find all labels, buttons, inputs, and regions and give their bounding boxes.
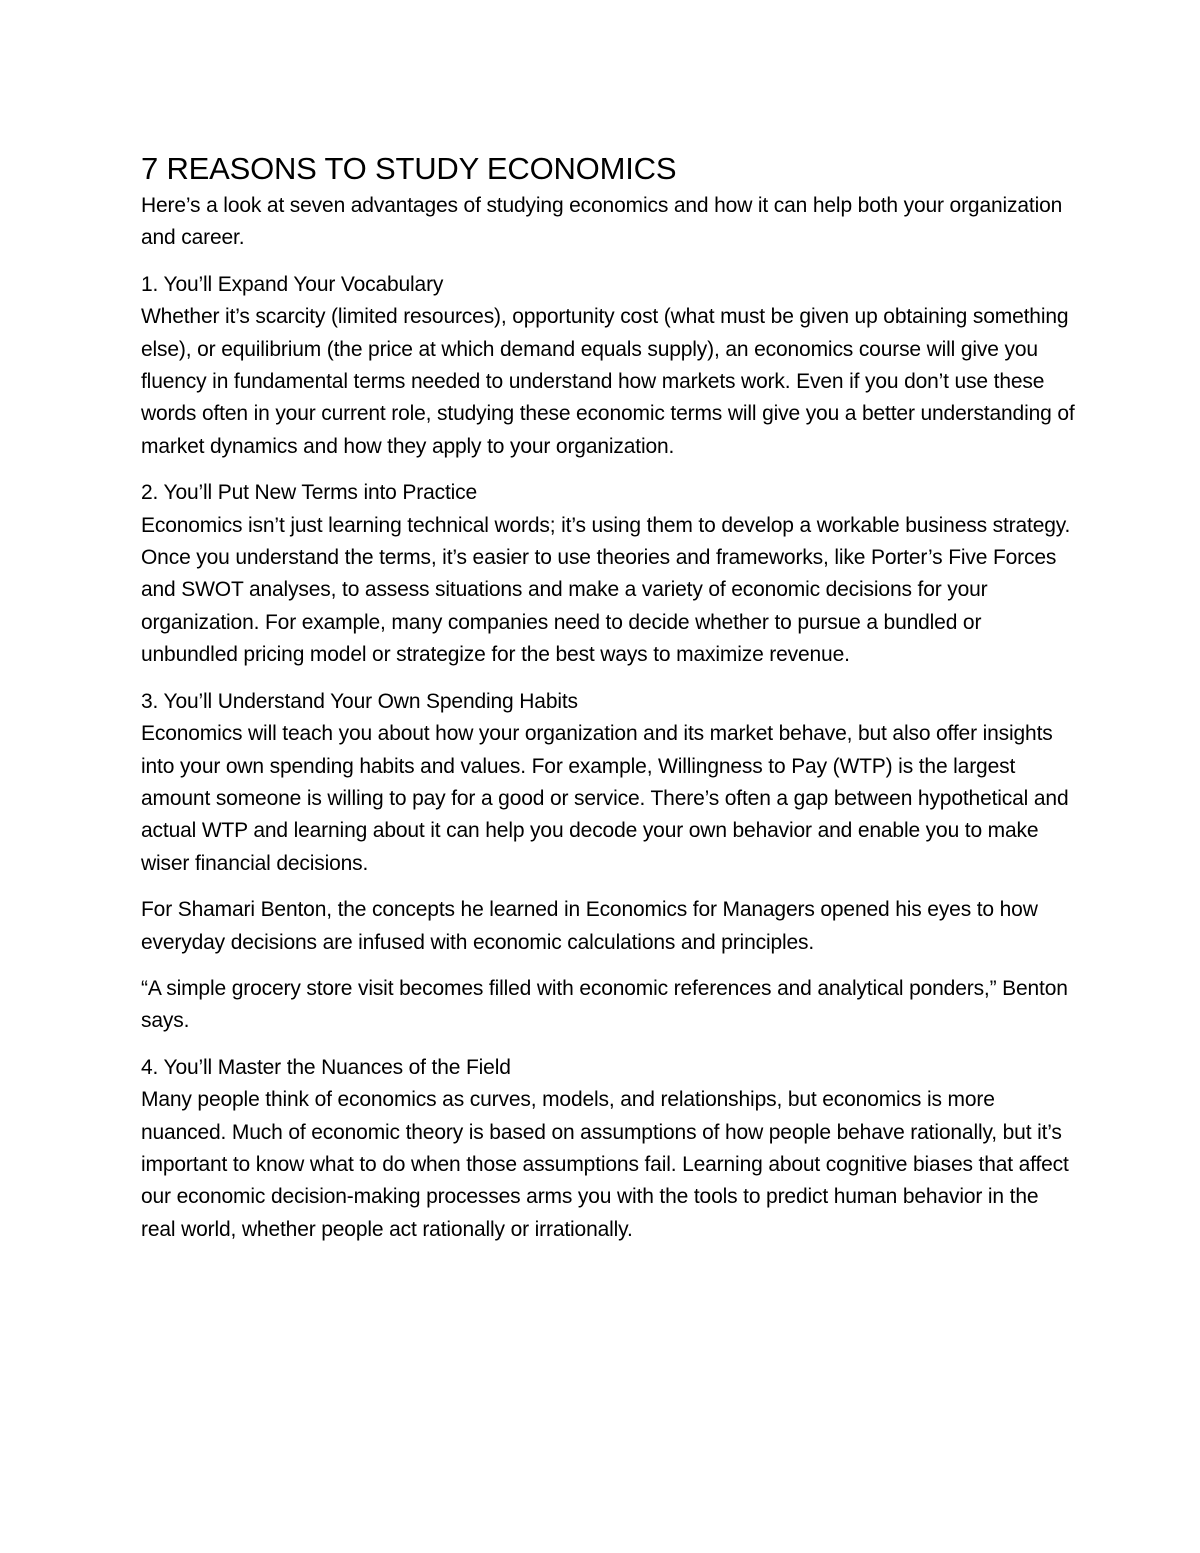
section-2-heading: 2. You’ll Put New Terms into Practice	[141, 481, 478, 505]
section-4-body: Many people think of economics as curves, models, and relationships, but economics is more nuanced. Much of economic theory is based on assumptions of how people behave rationally, but it’s important to know what to do when those assumptions fail. Learning about cognitive biases that affect our economic decision-making processes arms you with the tools to predict human behavior in the real world, whether people act rationally or irrationally.	[141, 1088, 1069, 1241]
document-page	[141, 150, 1076, 1260]
section-4-heading: 4. You’ll Master the Nuances of the Field	[141, 1055, 511, 1079]
section-1-body: Whether it’s scarcity (limited resources), opportunity cost (what must be given up obtaining something else), or equilibrium (the price at which demand equals supply), an economics course will give you fluency in fundamental terms needed to understand how markets work. Even if you don’t use these words often in your current role, studying these economic terms will give you a better understanding of market dynamics and how they apply to your organization.	[141, 305, 1075, 458]
intro-paragraph: Here’s a look at seven advantages of studying economics and how it can help both your organization and career.	[141, 194, 1063, 250]
benton-quote: “A simple grocery store visit becomes filled with economic references and analytical ponders,” Benton says.	[141, 976, 1068, 1033]
section-3-body: Economics will teach you about how your organization and its market behave, but also offer insights into your own spending habits and values. For example, Willingness to Pay (WTP) is the largest amount someone is willing to pay for a good or service. There’s often a gap between hypothetical and actual WTP and learning about it can help you decode your own behavior and enable you to make wiser financial decisions.	[141, 722, 1069, 875]
section-2	[141, 477, 1076, 671]
section-3-heading: 3. You’ll Understand Your Own Spending Habits	[141, 689, 578, 713]
section-1	[141, 269, 1076, 463]
benton-paragraph: For Shamari Benton, the concepts he learned in Economics for Managers opened his eyes to how everyday decisions are infused with economic calculations and principles.	[141, 898, 1038, 954]
section-1-heading: 1. You’ll Expand Your Vocabulary	[141, 272, 444, 296]
section-4	[141, 1052, 1076, 1246]
section-2-body: Economics isn’t just learning technical words; it’s using them to develop a workable business strategy. Once you understand the terms, it’s easier to use theories and frameworks, like Porter’s Five Forces and SWOT analyses, to assess situations and make a variety of economic decisions for your organization. For example, many companies need to decide whether to pursue a bundled or unbundled pricing model or strategize for the best ways to maximize revenue.	[141, 513, 1071, 667]
document-title: 7 REASONS TO STUDY ECONOMICS	[141, 151, 677, 186]
section-3	[141, 686, 1076, 880]
